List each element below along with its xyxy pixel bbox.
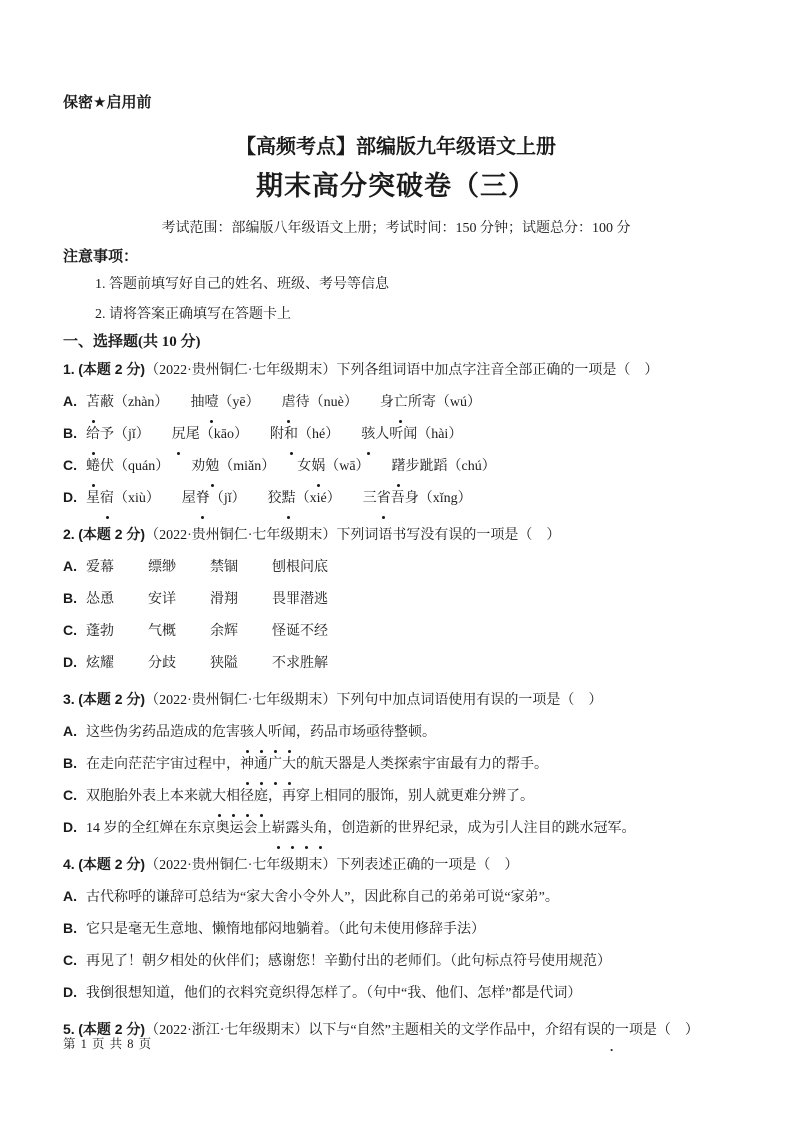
question-number: 3. <box>63 691 75 707</box>
question-stem <box>63 684 729 716</box>
option-label: B. <box>63 590 77 606</box>
option-text <box>86 922 485 937</box>
emphasis-dotted-char: 勉 <box>205 452 219 482</box>
question-points: (本题 2 分) <box>78 856 146 872</box>
emphasis-dotted-char: 径 <box>240 782 254 812</box>
question-stem-text: 以下与“自然”主题相关的文学作品中，介绍有误的一项是（ ） <box>308 1023 699 1038</box>
question-source: （2022·贵州铜仁·七年级期末） <box>145 363 337 378</box>
emphasis-dotted-char: 脊 <box>196 484 210 514</box>
option-word: 这些伪劣药品造成的危害骇人听闻，药品市场亟待整顿。 <box>86 725 436 740</box>
question-source: （2022·贵州铜仁·七年级期末） <box>145 858 337 873</box>
option-word: 蓬勃 <box>86 624 114 639</box>
option-text <box>86 986 581 1001</box>
option-word: 尻尾（kāo） <box>172 427 248 442</box>
option-word: 禁锢 <box>210 560 238 575</box>
option-word: 附和（hé） <box>270 427 339 442</box>
series-title: 【高频考点】部编版九年级语文上册 <box>236 136 556 158</box>
option-text <box>86 725 436 740</box>
note-item-2: 2. 请将答案正确填写在答题卡上 <box>95 307 291 322</box>
option-word: 气概 <box>148 624 176 639</box>
option-word: 蜷伏（quán） <box>86 459 169 474</box>
exam-info-line: 考试范围：部编版八年级语文上册；考试时间：150 分钟；试题总分：100 分 <box>161 221 631 236</box>
option-text <box>86 491 472 506</box>
option-word: 女娲（wā） <box>297 459 369 474</box>
question-stem <box>63 1014 729 1046</box>
option-word: 在走向茫茫宇宙过程中，神通广大的航天器是人类探索宇宙最有力的帮手。 <box>86 757 548 772</box>
emphasis-dotted-char: 省 <box>377 484 391 514</box>
option-text <box>86 757 548 772</box>
option-word: 分歧 <box>148 656 176 671</box>
option-row <box>63 418 729 450</box>
option-row <box>63 812 729 844</box>
option-row <box>63 482 729 514</box>
option-word: 畏罪潜逃 <box>272 592 328 607</box>
option-word: 劝勉（miǎn） <box>191 459 275 474</box>
option-label: B. <box>63 425 77 441</box>
option-text <box>86 592 328 607</box>
option-word: 它只是毫无生意地、懒惰地郁闷地躺着。（此句未使用修辞手法） <box>86 922 485 937</box>
question-stem <box>63 354 729 386</box>
option-word: 刨根问底 <box>272 560 328 575</box>
question-source: （2022·贵州铜仁·七年级期末） <box>145 693 337 708</box>
question-stem-text: 下列各组词语中加点字注音全部正确的一项是（ ） <box>336 363 659 378</box>
question-points: (本题 2 分) <box>78 361 146 377</box>
emphasis-dotted-char: 听 <box>268 718 282 748</box>
option-word: 安详 <box>148 592 176 607</box>
note-item-1: 1. 答题前填写好自己的姓名、班级、考号等信息 <box>95 277 389 292</box>
emphasis-dotted-char: 露 <box>286 814 300 844</box>
option-label: A. <box>63 393 77 409</box>
emphasis-dotted-char: 骇 <box>361 420 375 450</box>
option-text <box>86 427 462 442</box>
page-footer: 第 1 页 共 8 页 <box>63 1037 153 1051</box>
question-source: （2022·浙江·七年级期末） <box>145 1023 309 1038</box>
question-number: 2. <box>63 526 75 542</box>
emphasis-dotted-char: 娲 <box>311 452 325 482</box>
option-row <box>63 716 729 748</box>
emphasis-dotted-char: 亡 <box>394 388 408 418</box>
option-word: 炫耀 <box>86 656 114 671</box>
option-text <box>86 789 534 804</box>
option-label: C. <box>63 787 77 803</box>
question-source: （2022·贵州铜仁·七年级期末） <box>145 528 337 543</box>
emphasis-dotted-char: 崭 <box>272 814 286 844</box>
option-word: 星宿（xiù） <box>86 491 160 506</box>
option-word: 怂恿 <box>86 592 114 607</box>
option-row <box>63 551 729 583</box>
question-number: 1. <box>63 361 75 377</box>
emphasis-dotted-char: 和 <box>284 420 298 450</box>
option-row <box>63 615 729 647</box>
emphasis-dotted-char: 大 <box>282 750 296 780</box>
option-text <box>86 954 611 969</box>
option-word: 不求胜解 <box>272 656 328 671</box>
stray-period-mark: . <box>610 1039 614 1054</box>
option-word: 余辉 <box>210 624 238 639</box>
emphasis-dotted-char: 噎 <box>204 388 218 418</box>
option-label: C. <box>63 622 77 638</box>
question-list <box>63 354 729 1046</box>
option-row <box>63 748 729 780</box>
security-notice: 保密★启用前 <box>63 94 152 111</box>
emphasis-dotted-char: 尻 <box>172 420 186 450</box>
option-row <box>63 913 729 945</box>
question-number: 5. <box>63 1021 75 1037</box>
emphasis-dotted-char: 头 <box>300 814 314 844</box>
option-word: 狭隘 <box>210 656 238 671</box>
question-points: (本题 2 分) <box>78 1021 146 1037</box>
option-label: D. <box>63 984 77 1000</box>
option-row <box>63 583 729 615</box>
option-label: C. <box>63 952 77 968</box>
question-stem-text: 下列词语书写没有误的一项是（ ） <box>336 528 561 543</box>
question-block <box>63 519 729 679</box>
option-word: 虐待（nuè） <box>282 395 358 410</box>
option-label: D. <box>63 654 77 670</box>
option-row <box>63 977 729 1009</box>
emphasis-dotted-char: 角 <box>314 814 328 844</box>
option-word: 躇步跐蹈（chú） <box>392 459 496 474</box>
option-word: 苫蔽（zhàn） <box>86 395 168 410</box>
option-word: 我倒很想知道，他们的衣料究竟织得怎样了。（句中“我、他们、怎样”都是代词） <box>86 986 582 1001</box>
option-word: 怪诞不经 <box>272 624 328 639</box>
option-row <box>63 780 729 812</box>
option-word: 双胞胎外表上本来就大相径庭，再穿上相同的服饰，别人就更难分辨了。 <box>86 789 534 804</box>
option-text <box>86 656 328 671</box>
option-row <box>63 450 729 482</box>
question-points: (本题 2 分) <box>78 526 146 542</box>
notes-heading: 注意事项： <box>63 249 139 265</box>
emphasis-dotted-char: 虐 <box>282 388 296 418</box>
question-stem <box>63 849 729 881</box>
emphasis-dotted-char: 宿 <box>100 484 114 514</box>
question-stem-text: 下列句中加点词语使用有误的一项是（ ） <box>336 693 603 708</box>
option-word: 狡黠（xié） <box>268 491 341 506</box>
section-heading-choice: 一、选择题(共 10 分) <box>63 334 201 350</box>
option-word: 再见了！朝夕相处的伙伴们；感谢您！辛勤付出的老师们。（此句标点符号使用规范） <box>86 954 611 969</box>
option-row <box>63 647 729 679</box>
question-block <box>63 1014 729 1046</box>
option-word: 抽噎（yē） <box>190 395 259 410</box>
option-label: D. <box>63 489 77 505</box>
option-word: 身亡所寄（wú） <box>380 395 481 410</box>
emphasis-dotted-char: 黠 <box>282 484 296 514</box>
option-word: 14 岁的全红婵在东京奥运会上崭露头角，创造新的世界纪录，成为引人注目的跳水冠军。 <box>86 821 636 836</box>
option-word: 古代称呼的谦辞可总结为“家大舍小令外人”，因此称自己的弟弟可说“家弟”。 <box>86 890 559 905</box>
emphasis-dotted-char: 神 <box>240 750 254 780</box>
option-label: A. <box>63 723 77 739</box>
question-points: (本题 2 分) <box>78 691 146 707</box>
option-text <box>86 890 559 905</box>
option-word: 屋脊（jǐ） <box>182 491 246 506</box>
option-text <box>86 624 328 639</box>
question-block <box>63 684 729 844</box>
option-label: D. <box>63 819 77 835</box>
emphasis-dotted-char: 大 <box>212 782 226 812</box>
emphasis-dotted-char: 人 <box>254 718 268 748</box>
option-label: B. <box>63 920 77 936</box>
emphasis-dotted-char: 蜷 <box>86 452 100 482</box>
question-block <box>63 354 729 514</box>
option-label: B. <box>63 755 77 771</box>
option-word: 爱幕 <box>86 560 114 575</box>
emphasis-dotted-char: 庭 <box>254 782 268 812</box>
emphasis-dotted-char: 骇 <box>240 718 254 748</box>
emphasis-dotted-char: 相 <box>226 782 240 812</box>
emphasis-dotted-char: 给 <box>86 420 100 450</box>
option-word: 给予（jǐ） <box>86 427 150 442</box>
question-block <box>63 849 729 1009</box>
emphasis-dotted-char: 闻 <box>282 718 296 748</box>
option-text <box>86 395 481 410</box>
option-label: A. <box>63 558 77 574</box>
option-row <box>63 881 729 913</box>
question-number: 4. <box>63 856 75 872</box>
option-word: 三省吾身（xǐng） <box>363 491 472 506</box>
emphasis-dotted-char: 苫 <box>86 388 100 418</box>
emphasis-dotted-char: 广 <box>268 750 282 780</box>
option-label: C. <box>63 457 77 473</box>
option-word: 缥缈 <box>148 560 176 575</box>
option-word: 骇人听闻（hài） <box>361 427 462 442</box>
option-label: A. <box>63 888 77 904</box>
option-row <box>63 386 729 418</box>
option-word: 滑翔 <box>210 592 238 607</box>
option-text <box>86 821 636 836</box>
option-text <box>86 459 496 474</box>
emphasis-dotted-char: 通 <box>254 750 268 780</box>
question-stem-text: 下列表述正确的一项是（ ） <box>336 858 519 873</box>
option-row <box>63 945 729 977</box>
paper-title: 期末高分突破卷（三） <box>256 171 536 201</box>
question-stem <box>63 519 729 551</box>
emphasis-dotted-char: 躇 <box>392 452 406 482</box>
option-text <box>86 560 328 575</box>
